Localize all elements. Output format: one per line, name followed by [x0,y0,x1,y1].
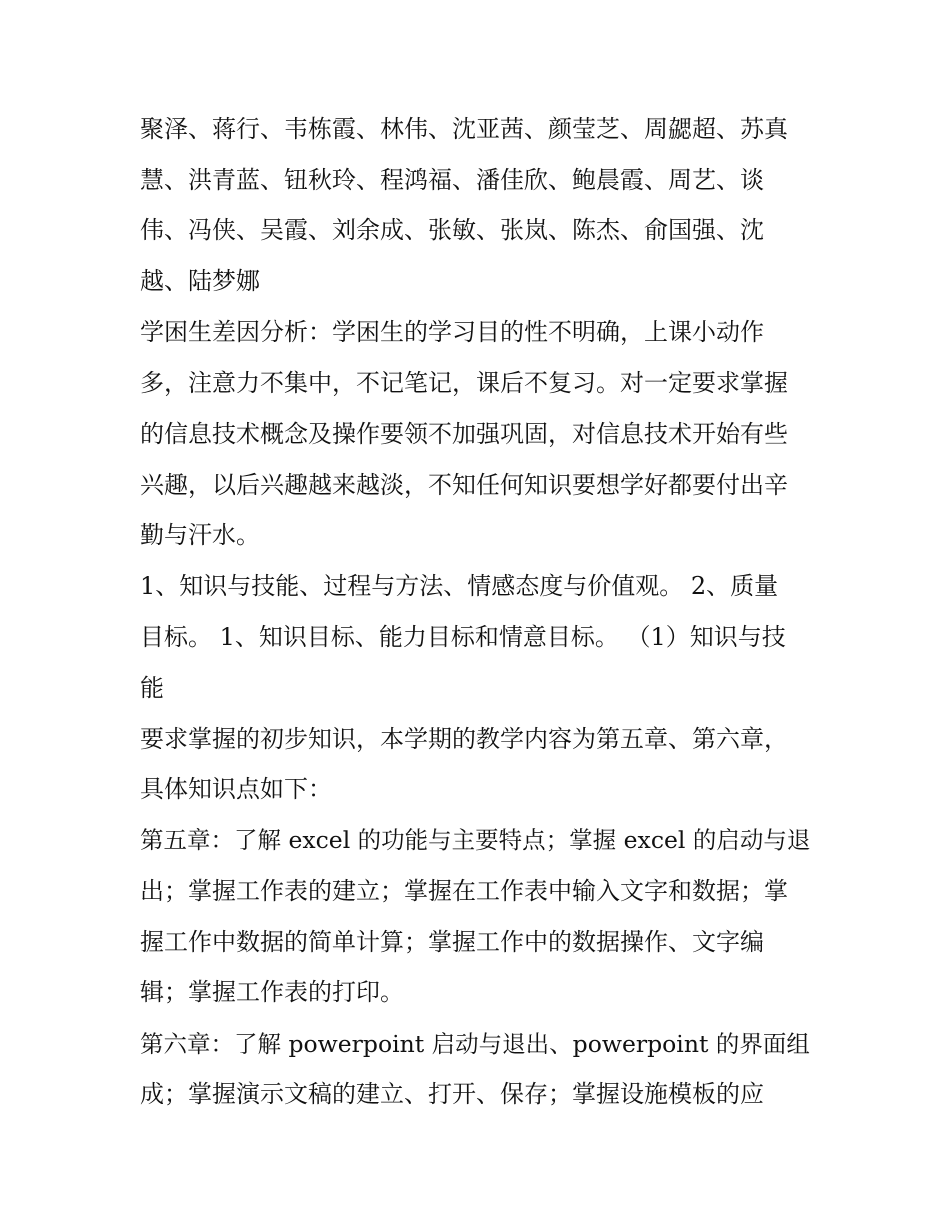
text-line: 能 [140,674,164,702]
text-line: 第五章：了解 excel 的功能与主要特点；掌握 excel 的启动与退 [140,826,811,854]
text-line: 具体知识点如下： [140,775,332,803]
text-line: 慧、洪青蓝、钮秋玲、程鸿福、潘佳欣、鲍晨霞、周艺、谈 [140,166,764,194]
text-line: 多，注意力不集中，不记笔记，课后不复习。对一定要求掌握 [140,369,788,397]
text-line: 越、陆梦娜 [140,267,260,295]
text-line: 学困生差因分析：学困生的学习目的性不明确，上课小动作 [140,318,764,346]
text-line: 握工作中数据的简单计算；掌握工作中的数据操作、文字编 [140,928,764,956]
text-line: 第六章：了解 powerpoint 启动与退出、powerpoint 的界面组 [140,1030,810,1058]
text-line: 伟、冯侠、吴霞、刘余成、张敏、张岚、陈杰、俞国强、沈 [140,216,764,244]
text-line: 1、知识与技能、过程与方法、情感态度与价值观。 2、质量 [140,572,779,600]
text-line: 勤与汗水。 [140,521,260,549]
text-line: 要求掌握的初步知识，本学期的教学内容为第五章、第六章， [140,725,788,753]
text-line: 出；掌握工作表的建立；掌握在工作表中输入文字和数据；掌 [140,877,788,905]
text-line: 辑；掌握工作表的打印。 [140,978,404,1006]
text-line: 聚泽、蒋行、韦栋霞、林伟、沈亚茜、颜莹芝、周勰超、苏真 [140,115,788,143]
text-line: 兴趣，以后兴趣越来越淡，不知任何知识要想学好都要付出辛 [140,471,788,499]
text-line: 成；掌握演示文稿的建立、打开、保存；掌握设施模板的应 [140,1080,764,1108]
text-line: 的信息技术概念及操作要领不加强巩固，对信息技术开始有些 [140,420,788,448]
text-line: 目标。 1、知识目标、能力目标和情意目标。 （1）知识与技 [140,623,786,651]
